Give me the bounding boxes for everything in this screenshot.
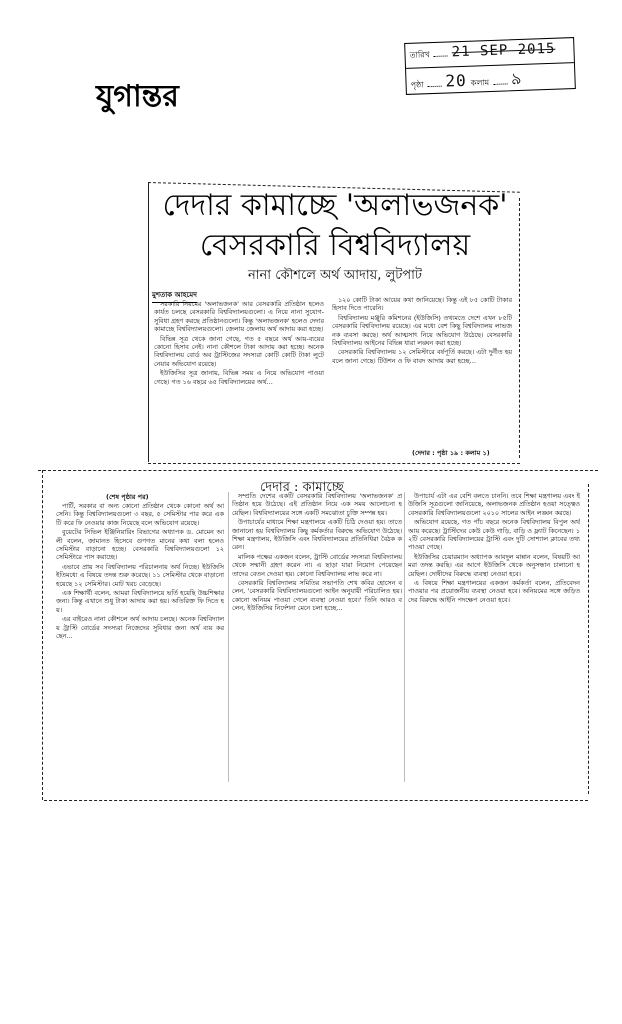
- paragraph: সম্প্রতি দেশের একটি বেসরকারি বিশ্ববিদ্যালয় 'অলাভজনক' প্রতিষ্ঠান হয়ে উঠেছে। এই প্রতিষ্ঠান নিয়ে এক সময় আলোচনা হয়েছিল। বিশ্ববিদ্যালয়ের সঙ্গে একটি সমঝোতা চুক্তি সম্পন্ন হয়।: [232, 492, 402, 517]
- paragraph: এর বাইরেও নানা কৌশলে অর্থ আদায় চলছে। অনেক বিশ্ববিদ্যালয় ট্রাস্টি বোর্ডের সদস্যরা নিজেদের সুবিধার জন্য অর্থ ব্যয় করছেন…: [56, 615, 224, 641]
- clip-edge: [148, 182, 149, 462]
- clip-edge: [44, 800, 588, 801]
- stamp-date-value: 21 SEP 2015: [451, 40, 556, 61]
- clip-edge: [588, 484, 589, 794]
- paragraph: বিশ্ববিদ্যালয় মঞ্জুরি কমিশনের (ইউজিসি) তথ্যমতে দেশে এখন ৮৫টি বেসরকারি বিশ্ববিদ্যালয় রয়েছে। এর মধ্যে বেশ কিছু বিশ্ববিদ্যালয় লাভজনক ব্যবসা করছে। অর্থ আত্মসাৎ নিয়ে অভিযোগ উঠেছে। বেসরকারি বিশ্ববিদ্যালয় আইনের বিভিন্ন ধারা লঙ্ঘন করা হচ্ছে।: [332, 313, 512, 348]
- headline-line-2: বেসরকারি বিশ্ববিদ্যালয়: [199, 228, 471, 263]
- paragraph: বিভিন্ন সূত্র থেকে জানা গেছে, গত ৫ বছরে অর্থ আয়-ব্যয়ের কোনো হিসাব নেই। নানা কৌশলে টাকা আদায় করা হচ্ছে। অনেক বিশ্ববিদ্যালয় বোর্ড অব ট্রাস্টিজের সদস্যরা কোটি কোটি টাকা লুটে নেয়ার অভিযোগ রয়েছে।: [154, 334, 324, 368]
- article-subheadline: নানা কৌশলে অর্থ আদায়, লুটপাট: [248, 268, 422, 283]
- continued-on-marker: (দেদার : পৃষ্ঠা ১৯ : কলাম ১): [412, 449, 490, 457]
- stamp-column-value: ৯: [510, 68, 523, 89]
- article-headline: [160, 186, 510, 266]
- headline-line-1: দেদার কামাচ্ছে 'অলাভজনক': [162, 188, 508, 223]
- stamp-date-row: [409, 40, 569, 63]
- top-column-2: [332, 296, 512, 446]
- paragraph: বুয়েটের সিভিল ইঞ্জিনিয়ারিং বিভাগের অধ্যাপক ড. মোমেন আলী বলেন, জামানত হিসেবে গুণগত মানের কথা বলা হলেও সেমিস্টার বাড়ানো হচ্ছে। বেসরকারি বিশ্ববিদ্যালয়গুলো ১২ সেমিস্টারে পাস করাচ্ছে।: [56, 528, 224, 562]
- paragraph: এক শিক্ষার্থী বলেন, আমরা বিশ্ববিদ্যালয়ে ভর্তি হয়েছি উচ্চশিক্ষার জন্য। কিন্তু এখানে শুধু টাকা আদায় করা হয়। অতিরিক্ত ফি দিতে হয়।: [56, 589, 224, 614]
- stamp-dots: [434, 54, 448, 56]
- paragraph: বেসরকারি বিশ্ববিদ্যালয় ১২ সেমিস্টারে বর্ষপূর্তি করছে। এটা দুর্নীত হয় বলে জানা গেছে। টিউশন ও ফি বাবদ আদায় করা হচ্ছে…: [332, 348, 512, 365]
- stamp-dots: [493, 82, 507, 84]
- stamp-page-label: পৃষ্ঠা: [410, 80, 424, 90]
- paragraph: পার্টি, সরকার বা অন্য কোনো প্রতিষ্ঠান থেকে কোনো অর্থ আসেনি। কিন্তু বিশ্ববিদ্যালয়গুলো ৩ বছর, ৫ সেমিস্টার পার করে একটি করে ফি নেওয়ার কাজ নিয়েছে বলে অভিযোগ রয়েছে।: [56, 502, 224, 527]
- stamp-page-value: 20: [445, 70, 468, 91]
- paragraph: ১২০ কোটি টাকা আয়ের কথা জানিয়েছে। কিন্তু এই ৮৫ কোটি টাকার হিসাব দিতে পারেনি।: [332, 296, 512, 313]
- bottom-column-3: [408, 492, 580, 792]
- column-rule: [404, 492, 405, 782]
- top-column-1: [154, 300, 324, 455]
- clip-edge: [42, 470, 43, 800]
- bottom-column-2: [232, 492, 402, 792]
- clip-edge: [148, 463, 520, 464]
- continued-from-marker: (শেষ পৃষ্ঠার পর): [106, 493, 149, 501]
- stamp-dots: [428, 85, 442, 87]
- paragraph: এভাবে প্রায় সব বিশ্ববিদ্যালয় পরিচালনায় অর্থ নিচ্ছে। ইউজিসি ইতিমধ্যে এ বিষয়ে তদন্ত শুরু করেছে। ১১ সেমিস্টার থেকে বাড়ানো হয়েছে ১২ সেমিস্টার। মোট খরচ বেড়েছে।: [56, 562, 224, 588]
- paragraph: ইউজিসির সূত্র জানায়, বিভিন্ন সময় এ নিয়ে অভিযোগ পাওয়া গেছে। গত ১৬ বছরে ৬৫ বিশ্ববিদ্যালয়ের অর্থ…: [154, 369, 324, 386]
- bottom-column-1: [56, 502, 224, 784]
- stamp-column-label: কলাম: [470, 78, 490, 88]
- continuation-title: দেদার : কামাচ্ছে: [260, 480, 344, 495]
- column-rule: [228, 492, 229, 782]
- paragraph: উপাচার্যের মাধ্যমে শিক্ষা মন্ত্রণালয়ে একটি চিঠি দেওয়া হয়। তাতে জানানো হয় বিশ্ববিদ্যালয় কিছু কর্মকর্তার বিরুদ্ধে অভিযোগ উঠেছে। শিক্ষা মন্ত্রণালয়, ইউজিসি এবং বিশ্ববিদ্যালয়ের প্রতিনিধিরা বৈঠক করেন।: [232, 518, 402, 552]
- paragraph: সরকারি নিয়মের 'অলাভজনক' আর বেসরকারি প্রতিষ্ঠান হলেও কার্যত চলছে বেসরকারি বিশ্ববিদ্যালয়গুলো। এ নিয়ে নানা সুযোগ-সুবিধা গ্রহণ করছে প্রতিষ্ঠানগুলো। কিন্তু 'অলাভজনক' হলেও দেদার কামাচ্ছে বিশ্ববিদ্যালয়গুলো। জেলায় জেলায় অর্থ আদায় করা হচ্ছে।: [154, 300, 324, 334]
- paragraph: এ বিষয়ে শিক্ষা মন্ত্রণালয়ের একজন কর্মকর্তা বলেন, প্রতিবেদন পাওয়ার পর প্রয়োজনীয় ব্যবস্থা নেওয়া হবে। অনিয়মের সঙ্গে জড়িতদের বিরুদ্ধে আইনি পদক্ষেপ নেওয়া হবে।: [408, 579, 580, 604]
- clip-edge: [38, 470, 598, 471]
- paragraph: ইউজিসির চেয়ারম্যান অধ্যাপক আবদুল মান্নান বলেন, বিষয়টি আমরা তদন্ত করছি। এর আগে ইউজিসি থেকে অনুসন্ধান চালানো হয়েছিল। দোষীদের বিরুদ্ধে ব্যবস্থা নেওয়া হবে।: [408, 552, 580, 578]
- paragraph: বেসরকারি বিশ্ববিদ্যালয় সমিতির সভাপতি শেখ কবির হোসেন বলেন, 'বেসরকারি বিশ্ববিদ্যালয়গুলো আইন অনুযায়ী পরিচালিত হয়। কোনো অনিয়ম পাওয়া গেলে ব্যবস্থা নেওয়া হবে।' তিনি আরও বলেন, ইউজিসির নির্দেশনা মেনে চলা হচ্ছে…: [232, 579, 402, 613]
- paragraph: অভিযোগ রয়েছে, গত পাঁচ বছরে অনেক বিশ্ববিদ্যালয় বিপুল অর্থ আয় করেছে। ট্রাস্টিদের কেউ কেউ গাড়ি, বাড়ি ও ফ্ল্যাট কিনেছেন। ১২টি বেসরকারি বিশ্ববিদ্যালয়ের ট্রাস্টি এবং দুটি সোশ্যাল ক্লাবের তথ্য পাওয়া গেছে।: [408, 518, 580, 552]
- archive-date-stamp: [404, 37, 576, 95]
- clip-edge: [519, 198, 520, 458]
- newspaper-masthead: যুগান্তর: [96, 79, 179, 114]
- article-byline: মুশতাক আহমেদ: [152, 289, 197, 303]
- paragraph: উপাচার্য এটা এর বেশি বলতে চাননি। তবে শিক্ষা মন্ত্রণালয় এবং ইউজিসি সূত্রগুলো জানিয়েছে, অলাভজনক প্রতিষ্ঠান হওয়া সত্ত্বেও বেসরকারি বিশ্ববিদ্যালয়গুলো ২০১০ সালের আইন লঙ্ঘন করছে।: [408, 492, 580, 517]
- stamp-date-label: তারিখ: [409, 50, 430, 60]
- paragraph: মালিক পক্ষের একজন বলেন, ট্রাস্টি বোর্ডের সদস্যরা বিশ্ববিদ্যালয় থেকে সম্মানী গ্রহণ করেন না। এ ছাড়া যারা নিয়োগ পেয়েছেন তাদের বেতন দেওয়া হয়। কোনো বিশ্ববিদ্যালয় লাভ করে না।: [232, 552, 402, 578]
- stamp-page-row: [410, 64, 571, 97]
